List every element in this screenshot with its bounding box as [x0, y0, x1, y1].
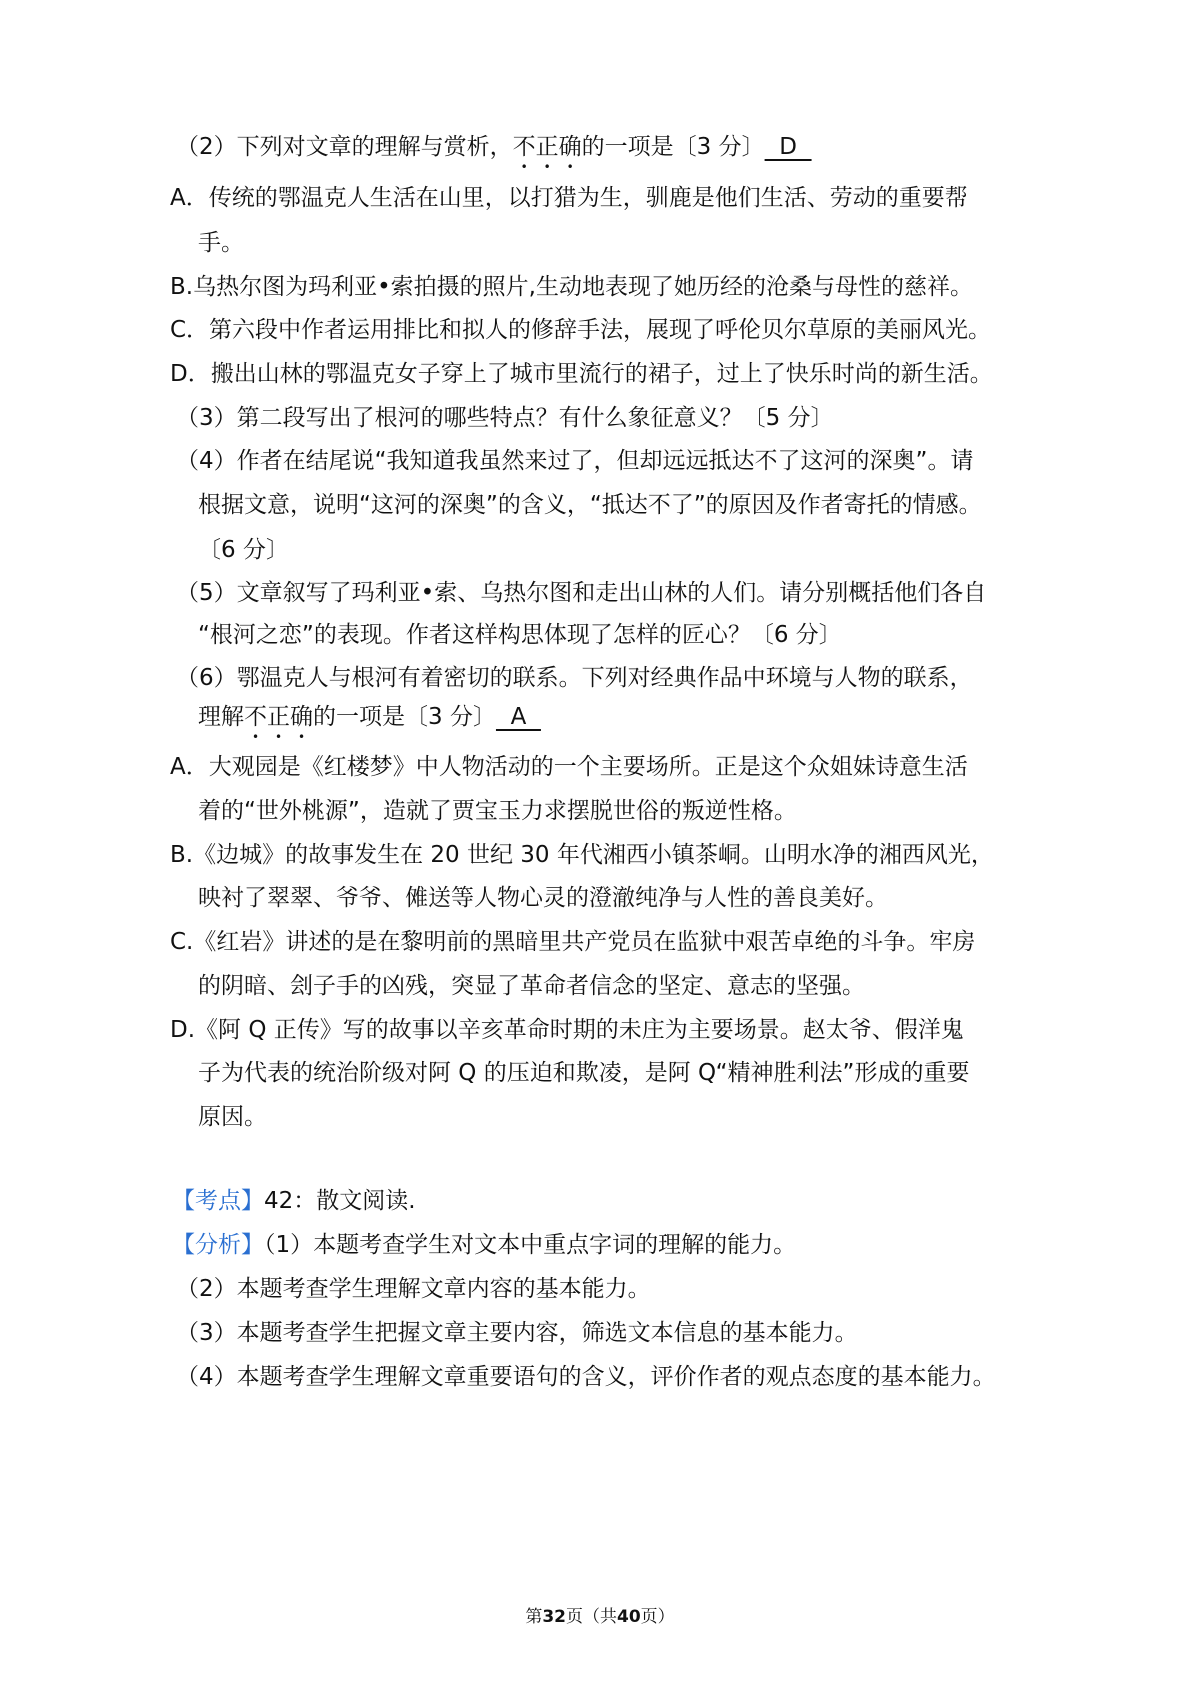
q2-answer: D [764, 134, 812, 160]
q6-option-a: A．大观园是《红楼梦》中人物活动的一个主要场所。正是这个众姐妹诗意生活 [170, 754, 968, 780]
q2-stem-text: （2）下列对文章的理解与赏析， [176, 134, 513, 160]
q6-stem-cont [198, 702, 541, 744]
q5-stem-cont: “根河之恋”的表现。作者这样构思体现了怎样的匠心？〔6 分〕 [198, 622, 842, 648]
q2-option-d: D．搬出山林的鄂温克女子穿上了城市里流行的裙子，过上了快乐时尚的新生活。 [170, 361, 993, 387]
fenxi-item-2: （2）本题考查学生理解文章内容的基本能力。 [176, 1276, 651, 1302]
q6-option-b: B.《边城》的故事发生在 20 世纪 30 年代湘西小镇茶峒。山明水净的湘西风光， [170, 842, 994, 868]
q6-answer: A [495, 704, 541, 730]
fenxi-item-3: （3）本题考查学生把握文章主要内容，筛选文本信息的基本能力。 [176, 1320, 858, 1346]
q4-score: 〔6 分〕 [198, 537, 289, 563]
q6-option-c-cont: 的阴暗、刽子手的凶残，突显了革命者信念的坚定、意志的坚强。 [198, 973, 865, 999]
q2-option-a: A．传统的鄂温克人生活在山里，以打猎为生，驯鹿是他们生活、劳动的重要帮 [170, 185, 968, 211]
q6-option-d-end: 原因。 [198, 1104, 267, 1130]
q2-option-c: C．第六段中作者运用排比和拟人的修辞手法，展现了呼伦贝尔草原的美丽风光。 [170, 317, 992, 343]
q6-option-d-cont: 子为代表的统治阶级对阿 Q 的压迫和欺凌，是阿 Q“精神胜利法”形成的重要 [198, 1060, 970, 1086]
fenxi-item-4: （4）本题考查学生理解文章重要语句的含义，评价作者的观点态度的基本能力。 [176, 1364, 996, 1390]
kaodian-line [172, 1186, 416, 1216]
kaodian-text: 42：散文阅读. [264, 1188, 416, 1214]
q6-option-c: C.《红岩》讲述的是在黎明前的黑暗里共产党员在监狱中艰苦卓绝的斗争。牢房 [170, 929, 976, 955]
page-footer [0, 1606, 1200, 1628]
q2-stem [176, 132, 812, 174]
q6-option-a-cont: 着的“世外桃源”，造就了贾宝玉力求摆脱世俗的叛逆性格。 [198, 798, 797, 824]
kaodian-label: 【考点】 [172, 1188, 264, 1214]
q6-stem-text: 理解 [198, 704, 244, 730]
q4-stem-cont: 根据文意，说明“这河的深奥”的含义，“抵达不了”的原因及作者寄托的情感。 [198, 492, 982, 518]
q6-option-d: D.《阿 Q 正传》写的故事以辛亥革命时期的未庄为主要场景。赵太爷、假洋鬼 [170, 1017, 964, 1043]
q4-stem: （4）作者在结尾说“我知道我虽然来过了，但却远远抵达不了这河的深奥”。请 [176, 448, 974, 474]
fenxi-item-1: （1）本题考查学生对文本中重点字词的理解的能力。 [264, 1232, 797, 1258]
footer-mid: 页（共 [566, 1607, 617, 1627]
q6-emphasis: 不正确 [244, 704, 313, 730]
footer-post: 页） [640, 1607, 675, 1627]
q5-stem: （5）文章叙写了玛利亚•索、乌热尔图和走出山林的人们。请分别概括他们各自 [176, 580, 987, 606]
q2-stem-tail: 的一项是〔3 分〕 [581, 134, 765, 160]
fenxi-label: 【分析】 [172, 1232, 264, 1258]
q2-option-b: B.乌热尔图为玛利亚•索拍摄的照片,生动地表现了她历经的沧桑与母性的慈祥。 [170, 274, 973, 300]
footer-page-number: 32 [542, 1607, 566, 1627]
fenxi-line [172, 1230, 796, 1260]
q6-option-b-cont: 映衬了翠翠、爷爷、傩送等人物心灵的澄澈纯净与人性的善良美好。 [198, 885, 888, 911]
q2-emphasis: 不正确 [512, 134, 582, 160]
q2-option-a-cont: 手。 [198, 230, 244, 256]
q6-stem-tail: 的一项是〔3 分〕 [313, 704, 496, 730]
q3-stem: （3）第二段写出了根河的哪些特点？有什么象征意义？〔5 分〕 [176, 405, 834, 431]
footer-pre: 第 [525, 1607, 543, 1627]
footer-total-pages: 40 [617, 1607, 641, 1627]
q6-stem: （6）鄂温克人与根河有着密切的联系。下列对经典作品中环境与人物的联系， [176, 665, 973, 691]
